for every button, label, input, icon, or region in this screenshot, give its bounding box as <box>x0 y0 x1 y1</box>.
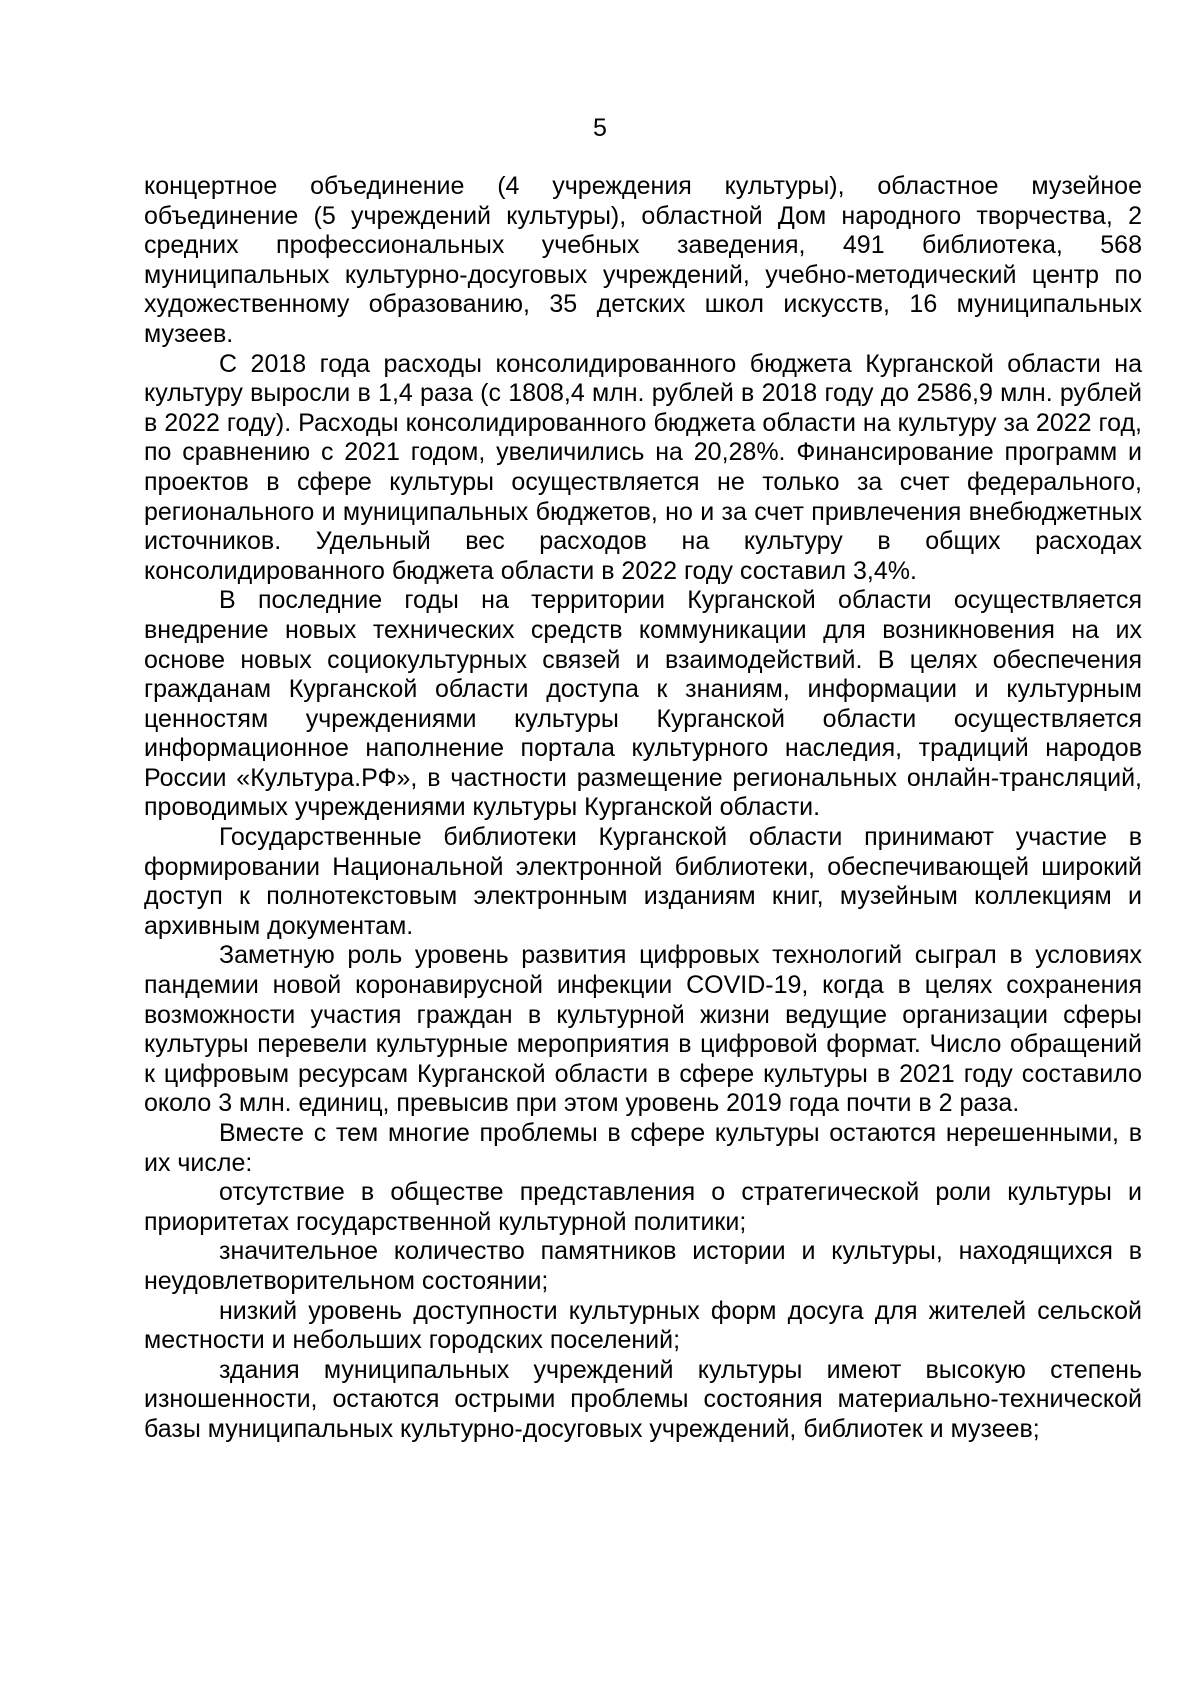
paragraph-communication-tech: В последние годы на территории Курганской области осуществляется внедрение новых технических средств коммуникации для возникновения на их основе новых социокультурных связей и взаимодействий. В целях обеспечения гражданам Курганской области доступа к знаниям, информации и культурным ценностям учреждениями культуры Курганской области осуществляется информационное наполнение портала культурного наследия, традиций народов России «Культура.РФ», в частности размещение региональных онлайн-трансляций, проводимых учреждениями культуры Курганской области. <box>144 586 1142 822</box>
paragraph-libraries: Государственные библиотеки Курганской области принимают участие в формировании Национальной электронной библиотеки, обеспечивающей широкий доступ к полнотекстовым электронным изданиям книг, музейным коллекциям и архивным документам. <box>144 823 1142 940</box>
paragraph-digital-technologies: Заметную роль уровень развития цифровых технологий сыграл в условиях пандемии новой коронавирусной инфекции COVID-19, когда в целях сохранения возможности участия граждан в культурной жизни ведущие организации сферы культуры перевели культурные мероприятия в цифровой формат. Число обращений к цифровым ресурсам Курганской области в сфере культуры в 2021 году составило около 3 млн. единиц, превысив при этом уровень 2019 года почти в 2 раза. <box>144 941 1142 1118</box>
paragraph-problems-intro: Вместе с тем многие проблемы в сфере культуры остаются нерешенными, в их числе: <box>144 1119 1142 1177</box>
paragraph-institutions-list: концертное объединение (4 учреждения культуры), областное музейное объединение (5 учреждений культуры), областной Дом народного творчества, 2 средних профессиональных учебных заведения, 491 библиотека, 568 муниципальных культурно-досуговых учреждений, учебно-методический центр по художественному образованию, 35 детских школ искусств, 16 муниципальных музеев. <box>144 172 1142 348</box>
page-number: 5 <box>593 114 607 142</box>
list-item-problem: отсутствие в обществе представления о стратегической роли культуры и приоритетах государственной культурной политики; <box>144 1178 1142 1236</box>
list-item-problem: низкий уровень доступности культурных форм досуга для жителей сельской местности и небольших городских поселений; <box>144 1296 1142 1355</box>
paragraph-budget-expenses: С 2018 года расходы консолидированного бюджета Курганской области на культуру выросли в 1,4 раза (с 1808,4 млн. рублей в 2018 году до 2586,9 млн. рублей в 2022 году). Расходы консолидированного бюджета области на культуру за 2022 год, по сравнению с 2021 годом, увеличились на 20,28%. Финансирование программ и проектов в сфере культуры осуществляется не только за счет федерального, регионального и муниципальных бюджетов, но и за счет привлечения внебюджетных источников. Удельный вес расходов на культуру в общих расходах консолидированного бюджета области в 2022 году составил 3,4%. <box>144 349 1142 585</box>
list-item-problem: значительное количество памятников истории и культуры, находящихся в неудовлетворительном состоянии; <box>144 1237 1142 1295</box>
list-item-problem: здания муниципальных учреждений культуры имеют высокую степень изношенности, остаются острыми проблемы состояния материально-технической базы муниципальных культурно-досуговых учреждений, библиотек и музеев; <box>144 1355 1142 1443</box>
document-body <box>144 172 1142 1445</box>
